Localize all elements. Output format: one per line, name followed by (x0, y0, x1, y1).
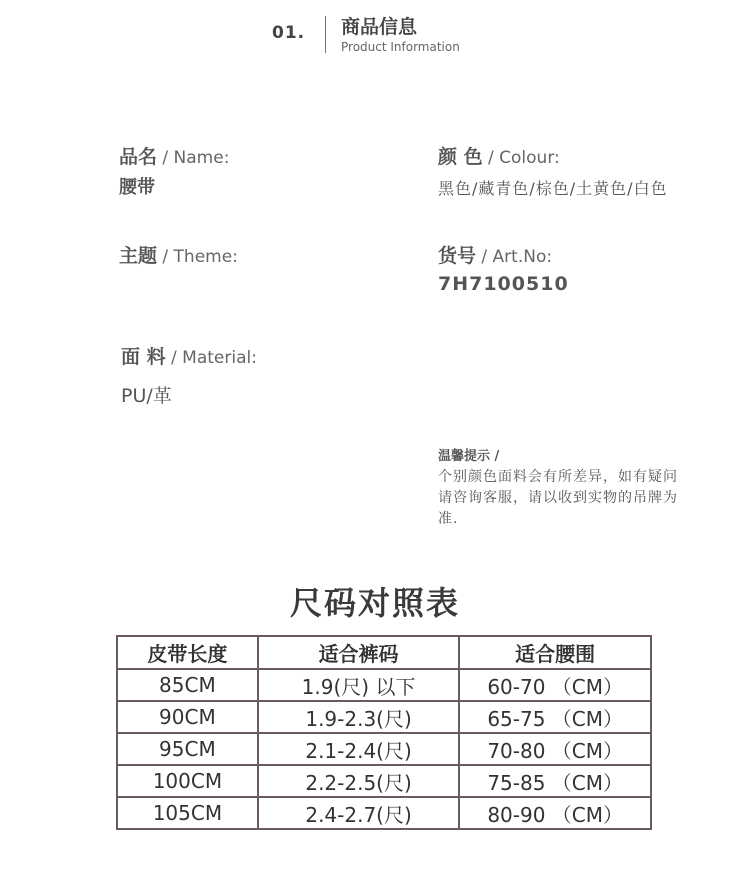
section-title: 商品信息 (341, 16, 418, 38)
colour-label-cn: 颜 色 (438, 146, 483, 168)
name-label (119, 142, 229, 169)
waist-cell: 80-90 （CM） (459, 797, 651, 829)
header-belt-length: 皮带长度 (117, 636, 258, 669)
theme-label (119, 241, 238, 268)
theme-label-cn: 主题 (119, 245, 158, 267)
material-label-en: / Material: (165, 348, 257, 368)
section-subtitle: Product Information (341, 40, 460, 54)
table-row (117, 797, 651, 829)
name-label-cn: 品名 (119, 146, 158, 168)
belt-length-cell: 95CM (117, 733, 258, 765)
table-row (117, 701, 651, 733)
material-label-cn: 面 料 (121, 346, 166, 368)
waist-cell: 70-80 （CM） (459, 733, 651, 765)
size-chart-table (116, 635, 652, 830)
table-row (117, 669, 651, 701)
waist-cell: 65-75 （CM） (459, 701, 651, 733)
pant-size-cell: 2.1-2.4(尺) (258, 733, 460, 765)
notice-text: 个别颜色面料会有所差异，如有疑问请咨询客服，请以收到实物的吊牌为准. (438, 469, 678, 527)
artno-label (438, 241, 552, 268)
artno-label-cn: 货号 (438, 245, 477, 267)
belt-length-cell: 85CM (117, 669, 258, 701)
pant-size-cell: 2.2-2.5(尺) (258, 765, 460, 797)
header-pant-size: 适合裤码 (258, 636, 460, 669)
waist-cell: 60-70 （CM） (459, 669, 651, 701)
belt-length-cell: 90CM (117, 701, 258, 733)
colour-value: 黑色/藏青色/棕色/土黄色/白色 (438, 179, 668, 198)
name-label-en: / Name: (157, 148, 230, 168)
material-value: PU/革 (121, 385, 172, 407)
table-header-row (117, 636, 651, 669)
colour-label (438, 142, 560, 169)
colour-label-en: / Colour: (482, 148, 560, 168)
header-waist: 适合腰围 (459, 636, 651, 669)
belt-length-cell: 100CM (117, 765, 258, 797)
name-value: 腰带 (119, 177, 155, 198)
section-number: 01. (272, 23, 306, 43)
pant-size-cell: 2.4-2.7(尺) (258, 797, 460, 829)
waist-cell: 75-85 （CM） (459, 765, 651, 797)
table-row (117, 765, 651, 797)
pant-size-cell: 1.9(尺) 以下 (258, 669, 460, 701)
notice-title: 温馨提示 / (438, 449, 500, 464)
table-row (117, 733, 651, 765)
material-label (121, 342, 257, 369)
header-divider (325, 16, 326, 53)
size-chart-title: 尺码对照表 (289, 584, 460, 622)
belt-length-cell: 105CM (117, 797, 258, 829)
pant-size-cell: 1.9-2.3(尺) (258, 701, 460, 733)
theme-label-en: / Theme: (157, 247, 238, 267)
artno-value: 7H7100510 (438, 273, 569, 295)
artno-label-en: / Art.No: (476, 247, 553, 267)
